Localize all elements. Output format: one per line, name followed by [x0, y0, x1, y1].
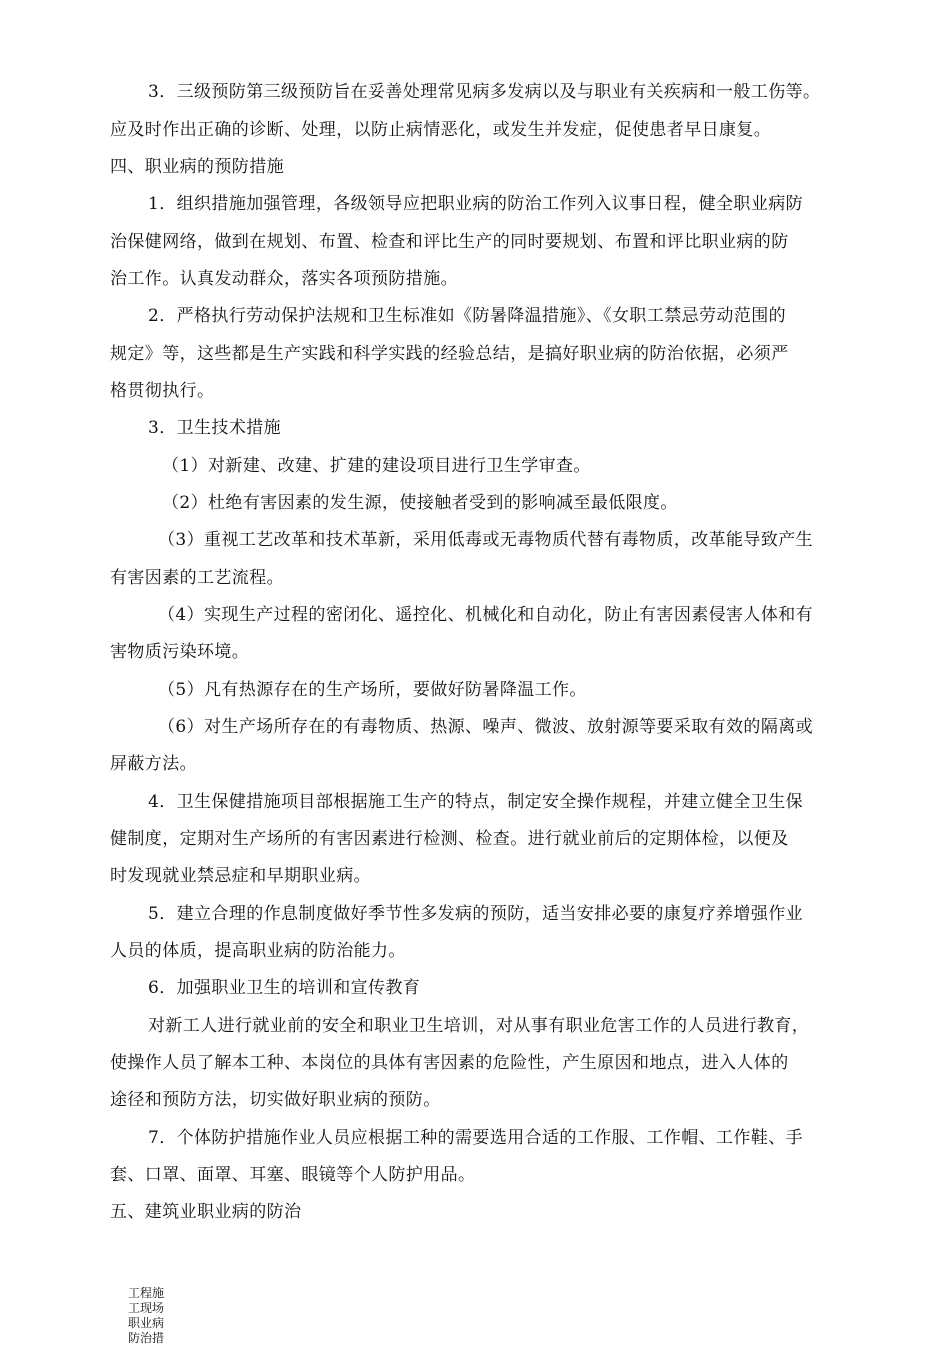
text-line: 健制度，定期对生产场所的有害因素进行检测、检查。进行就业前后的定期体检，以便及: [110, 829, 789, 849]
text-line: 时发现就业禁忌症和早期职业病。: [110, 866, 371, 886]
margin-note-line: 工现场: [128, 1301, 165, 1315]
text-line: （3）重视工艺改革和技术革新，采用低毒或无毒物质代替有毒物质，改革能导致产生: [158, 530, 814, 550]
text-line: 4．卫生保健措施项目部根据施工生产的特点，制定安全操作规程，并建立健全卫生保: [148, 792, 804, 812]
text-line: 治工作。认真发动群众，落实各项预防措施。: [110, 269, 458, 289]
subsection-heading: 3．卫生技术措施: [148, 418, 282, 438]
margin-note-line: 职业病: [128, 1316, 165, 1330]
text-line: （6）对生产场所存在的有毒物质、热源、噪声、微波、放射源等要采取有效的隔离或: [158, 717, 814, 737]
text-line: （5）凡有热源存在的生产场所，要做好防暑降温工作。: [158, 680, 587, 700]
text-line: 应及时作出正确的诊断、处理，以防止病情恶化，或发生并发症，促使患者早日康复。: [110, 120, 772, 140]
text-line: 使操作人员了解本工种、本岗位的具体有害因素的危险性，产生原因和地点，进入人体的: [110, 1053, 789, 1073]
text-line: 套、口罩、面罩、耳塞、眼镜等个人防护用品。: [110, 1165, 476, 1185]
text-line: （1）对新建、改建、扩建的建设项目进行卫生学审查。: [162, 456, 591, 476]
text-line: 屏蔽方法。: [110, 754, 197, 774]
text-line: （2）杜绝有害因素的发生源，使接触者受到的影响减至最低限度。: [162, 493, 678, 513]
text-line: 对新工人进行就业前的安全和职业卫生培训，对从事有职业危害工作的人员进行教育，: [148, 1016, 810, 1036]
text-line: 5．建立合理的作息制度做好季节性多发病的预防，适当安排必要的康复疗养增强作业: [148, 904, 804, 924]
text-line: （4）实现生产过程的密闭化、遥控化、机械化和自动化，防止有害因素侵害人体和有: [158, 605, 814, 625]
text-line: 格贯彻执行。: [110, 381, 215, 401]
text-line: 2．严格执行劳动保护法规和卫生标准如《防暑降温措施》、《女职工禁忌劳动范围的: [148, 306, 787, 326]
text-line: 1．组织措施加强管理，各级领导应把职业病的防治工作列入议事日程，健全职业病防: [148, 194, 804, 214]
subsection-heading: 6．加强职业卫生的培训和宣传教育: [148, 978, 421, 998]
text-line: 途径和预防方法，切实做好职业病的预防。: [110, 1090, 441, 1110]
section-heading: 四、职业病的预防措施: [110, 157, 284, 177]
text-line: 7．个体防护措施作业人员应根据工种的需要选用合适的工作服、工作帽、工作鞋、手: [148, 1128, 804, 1148]
text-line: 3．三级预防第三级预防旨在妥善处理常见病多发病以及与职业有关疾病和一般工伤等。: [148, 82, 821, 102]
text-line: 有害因素的工艺流程。: [110, 568, 284, 588]
section-heading: 五、建筑业职业病的防治: [110, 1202, 302, 1222]
text-line: 治保健网络，做到在规划、布置、检查和评比生产的同时要规划、布置和评比职业病的防: [110, 232, 789, 252]
text-line: 害物质污染环境。: [110, 642, 250, 662]
margin-note-line: 防治措: [128, 1331, 165, 1345]
margin-note-line: 工程施: [128, 1286, 165, 1300]
text-line: 人员的体质，提高职业病的防治能力。: [110, 941, 406, 961]
text-line: 规定》等，这些都是生产实践和科学实践的经验总结，是搞好职业病的防治依据，必须严: [110, 344, 789, 364]
